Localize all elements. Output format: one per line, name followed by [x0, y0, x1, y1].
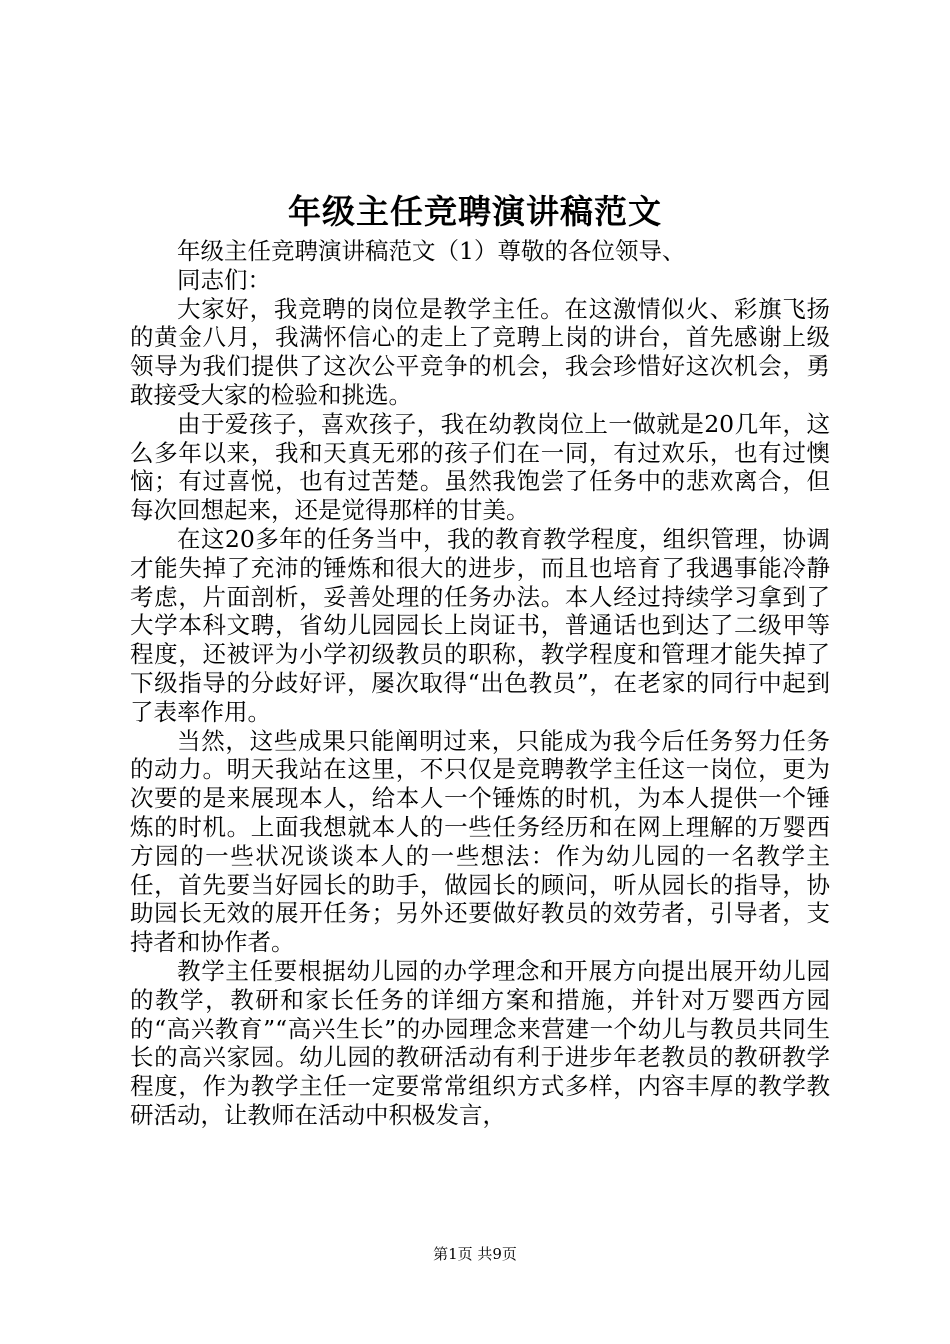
document-body: [130, 237, 830, 1130]
page-footer: 第1页 共9页: [433, 1245, 517, 1263]
document-title: 年级主任竞聘演讲稿范文: [288, 192, 662, 231]
paragraph-2: 由于爱孩子，喜欢孩子，我在幼教岗位上一做就是20几年，这么多年以来，我和天真无邪的孩子们在一同，有过欢乐，也有过懊恼；有过喜悦，也有过苦楚。虽然我饱尝了任务中的悲欢离合，但每次回想起来，还是觉得那样的甘美。: [130, 409, 830, 525]
paragraph-intro: 年级主任竞聘演讲稿范文（1）尊敬的各位领导、: [177, 237, 686, 265]
paragraph-3: 在这20多年的任务当中，我的教育教学程度，组织管理，协调才能失掉了充沛的锤炼和很大的进步，而且也培育了我遇事能冷静考虑，片面剖析，妥善处理的任务办法。本人经过持续学习拿到了大学本科文聘，省幼儿园园长上岗证书，普通话也到达了二级甲等程度，还被评为小学初级教员的职称，教学程度和管理才能失掉了下级指导的分歧好评，屡次取得“出色教员”，在老家的同行中起到了表率作用。: [130, 524, 830, 726]
paragraph-5: 教学主任要根据幼儿园的办学理念和开展方向提出展开幼儿园的教学，教研和家长任务的详细方案和措施，并针对万婴西方园的“高兴教育”“高兴生长”的办园理念来营建一个幼儿与教员共同生长的高兴家园。幼儿园的教研活动有利于进步年老教员的教研教学程度，作为教学主任一定要常常组织方式多样，内容丰厚的教学教研活动，让教师在活动中积极发言，: [130, 956, 830, 1129]
paragraph-salutation: 同志们：: [177, 265, 271, 294]
paragraph-4: 当然，这些成果只能阐明过来，只能成为我今后任务努力任务的动力。明天我站在这里，不只仅是竞聘教学主任这一岗位，更为次要的是来展现本人，给本人一个锤炼的时机，为本人提供一个锤炼的时机。上面我想就本人的一些任务经历和在网上理解的万婴西方园的一些状况谈谈本人的一些想法：作为幼儿园的一名教学主任，首先要当好园长的助手，做园长的顾问，听从园长的指导，协助园长无效的展开任务；另外还要做好教员的效劳者，引导者，支持者和协作者。: [130, 726, 830, 957]
paragraph-1: 大家好，我竞聘的岗位是教学主任。在这激情似火、彩旗飞扬的黄金八月，我满怀信心的走上了竞聘上岗的讲台，首先感谢上级领导为我们提供了这次公平竞争的机会，我会珍惜好这次机会，勇敢接受大家的检验和挑选。: [130, 294, 830, 409]
